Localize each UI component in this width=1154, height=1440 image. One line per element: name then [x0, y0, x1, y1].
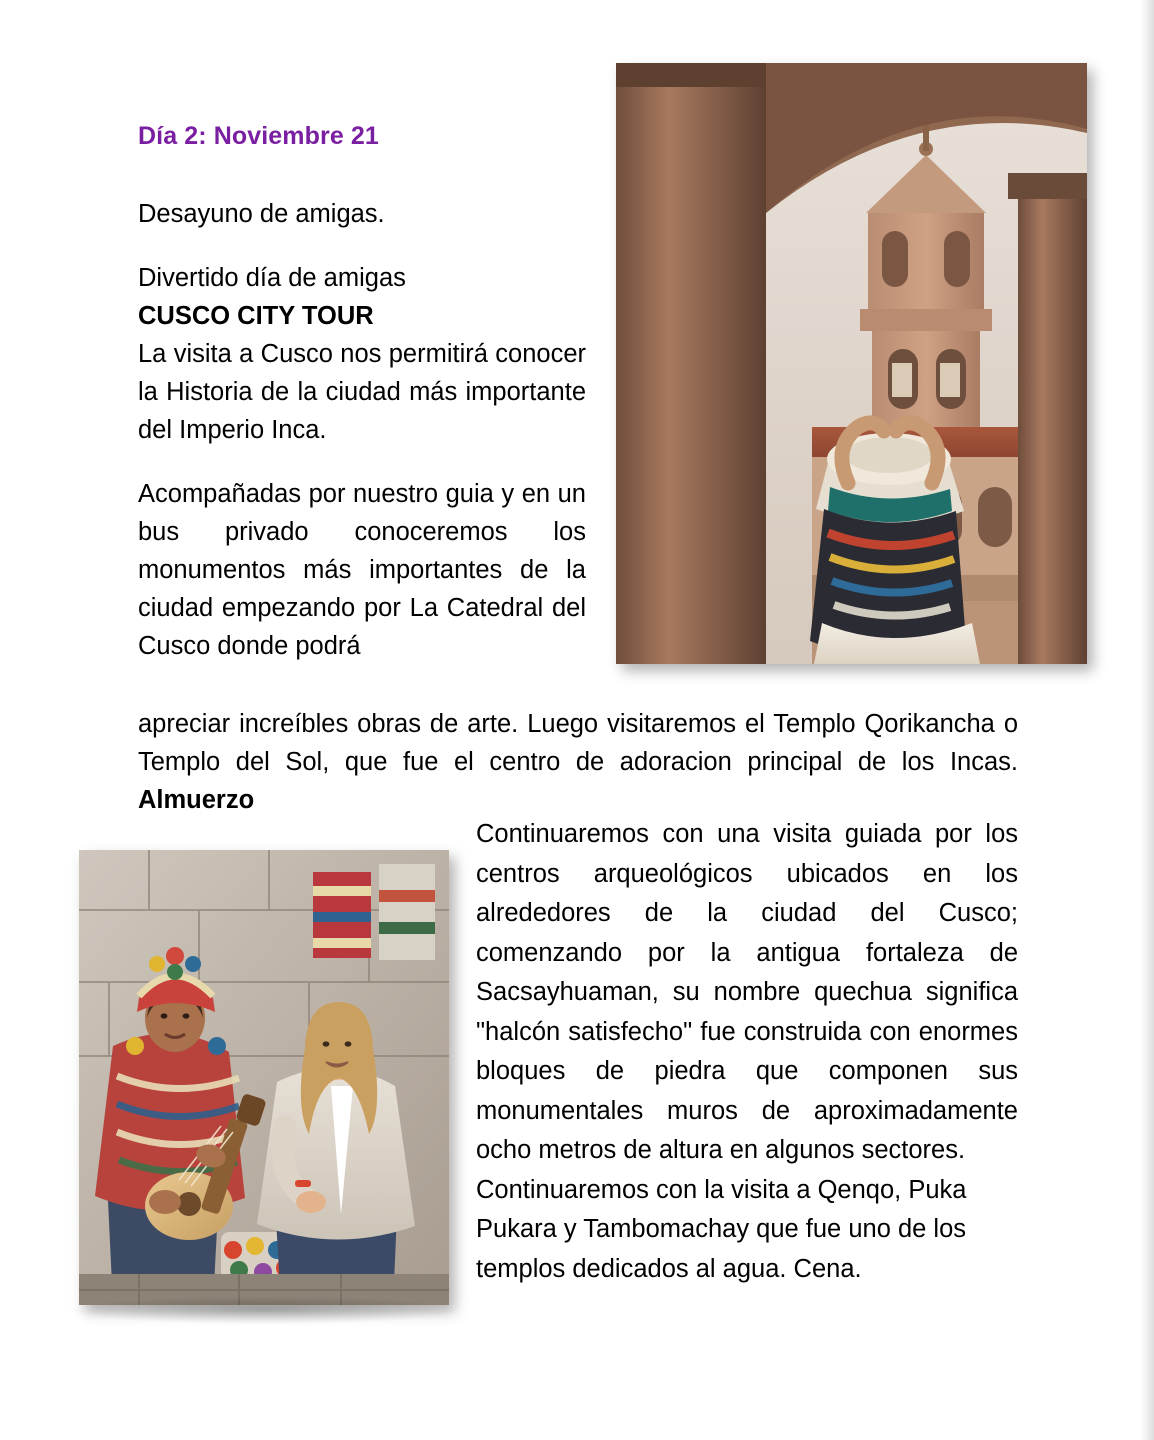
paragraph-guide-part2	[138, 705, 1018, 819]
paragraph-breakfast: Desayuno de amigas.	[138, 200, 385, 228]
musician-photo	[79, 850, 449, 1305]
page-title: Día 2: Noviembre 21	[138, 122, 379, 150]
cathedral-photo	[616, 63, 1087, 664]
cathedral-photo-illustration	[616, 63, 1087, 664]
photo-shadow	[70, 1296, 460, 1324]
paragraph-intro: La visita a Cusco nos permitirá conocer la Historia de la ciudad más importante del Imperio Inca.	[138, 340, 586, 444]
lunch-label: Almuerzo	[138, 786, 255, 814]
paragraph-closing: Continuaremos con la visita a Qenqo, Puka Pukara y Tambomachay que fue uno de los templos dedicados al agua. Cena.	[476, 1175, 967, 1283]
right-text-column	[476, 815, 1018, 1289]
guide-part2-text: apreciar increíbles obras de arte. Luego visitaremos el Templo Qorikancha o Templo del Sol, que fue el centro de adoracion principal de los Incas.	[138, 710, 1018, 776]
paragraph-fun-day: Divertido día de amigas	[138, 264, 406, 292]
musician-photo-illustration	[79, 850, 449, 1305]
page-edge-shadow	[1140, 0, 1154, 1440]
tour-title: CUSCO CITY TOUR	[138, 302, 374, 330]
left-text-column	[138, 195, 586, 691]
paragraph-archaeology: Continuaremos con una visita guiada por los centros arqueológicos ubicados en los alrededores de la ciudad del Cusco; comenzando por la antigua fortaleza de Sacsayhuaman, su nombre quechua significa "halcón satisfecho" fue construida con enormes bloques de piedra que componen sus monumentales muros de aproximadamente ocho metros de altura en algunos sectores.	[476, 820, 1018, 1164]
paragraph-guide-part1: Acompañadas por nuestro guia y en un bus privado conoceremos los monumentos más importantes de la ciudad empezando por La Catedral del Cusco donde podrá	[138, 480, 586, 660]
